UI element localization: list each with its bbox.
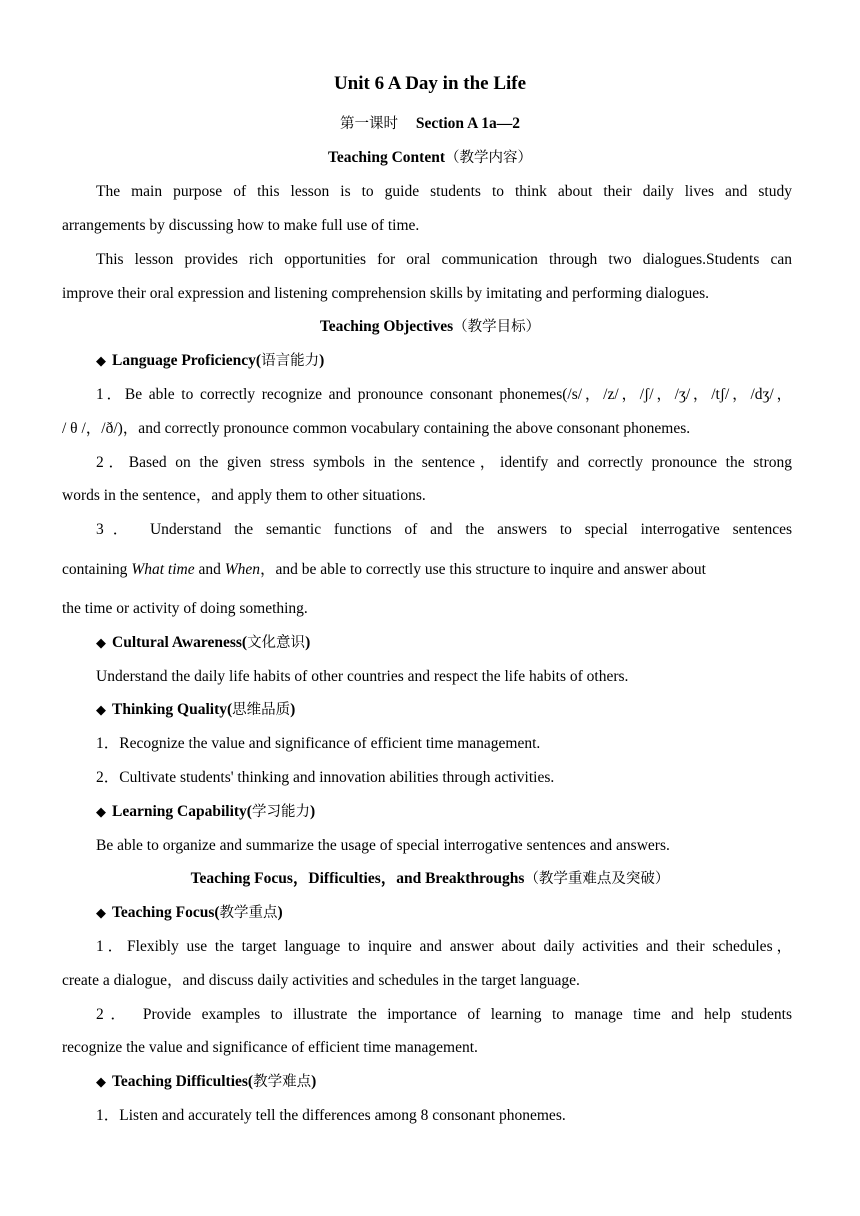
difficulties-item-1: 1．Listen and accurately tell the differences among 8 consonant phonemes. [96, 1107, 566, 1124]
heading-text-cn: （教学内容） [444, 150, 532, 166]
label-end: ) [309, 803, 316, 820]
language-item-2-line-2: words in the sentence，and apply them to other situations. [62, 487, 426, 504]
content-paragraph-1-line-2: arrangements by discussing how to make full use of time. [62, 217, 420, 234]
label-end: ) [277, 904, 283, 921]
label-end: ) [311, 1073, 317, 1090]
diamond-bullet-icon: ◆ [96, 636, 106, 651]
heading-text: Teaching Content [328, 149, 445, 166]
focus-item-2-line-2: recognize the value and significance of efficient time management. [62, 1039, 478, 1056]
document-title: Unit 6 A Day in the Life [333, 73, 527, 94]
language-item-3-line-1: 3． Understand the semantic functions of and the answers to special interrogative sentences [96, 521, 792, 538]
lesson-subtitle [0, 114, 860, 134]
focus-item-1-line-2: create a dialogue，and discuss daily activities and schedules in the target language. [62, 972, 580, 989]
label: Learning Capability( [112, 803, 252, 820]
label-end: ) [319, 352, 325, 369]
language-item-1-line-2: / θ /，/ð/)，and correctly pronounce common vocabulary containing the above consonant phonemes. [62, 420, 691, 437]
label-cn: 教学难点 [253, 1074, 312, 1090]
focus-item-2-line-1: 2． Provide examples to illustrate the importance of learning to manage time and help students [96, 1006, 792, 1023]
teaching-focus-heading [96, 903, 792, 924]
italic-when: When [224, 561, 261, 578]
lesson-number: 第一课时 [339, 116, 398, 132]
heading-text-cn: （教学重难点及突破） [524, 871, 670, 887]
diamond-bullet-icon: ◆ [96, 1075, 106, 1090]
teaching-content-heading [0, 148, 860, 168]
language-proficiency-heading [96, 351, 792, 372]
cultural-awareness-text: Understand the daily life habits of other countries and respect the life habits of others. [96, 668, 629, 685]
language-item-3-line-3: the time or activity of doing something. [62, 600, 308, 617]
heading-text-cn: （教学目标） [453, 319, 541, 335]
teaching-objectives-heading [0, 317, 860, 337]
label-end: ) [290, 701, 296, 718]
label: Teaching Difficulties( [112, 1073, 254, 1090]
teaching-difficulties-heading [96, 1072, 792, 1093]
label: Cultural Awareness( [112, 634, 248, 651]
thinking-quality-heading [96, 700, 792, 721]
thinking-item-2: 2．Cultivate students' thinking and innovation abilities through activities. [96, 769, 555, 786]
text: and [194, 561, 225, 578]
language-item-1-line-1: 1．Be able to correctly recognize and pronounce consonant phonemes(/s/，/z/，/ʃ/，/ʒ/，/tʃ/，/dʒ/， [96, 386, 792, 403]
diamond-bullet-icon: ◆ [96, 906, 106, 921]
label: Language Proficiency( [112, 352, 262, 369]
text: ，and be able to correctly use this structure to inquire and answer about [260, 561, 706, 578]
diamond-bullet-icon: ◆ [96, 354, 106, 369]
text: containing [62, 561, 132, 578]
heading-text: Teaching Focus，Difficulties，and Breakthroughs [190, 870, 525, 887]
label-cn: 学习能力 [251, 804, 310, 820]
content-paragraph-2-line-2: improve their oral expression and listening comprehension skills by imitating and performing dialogues. [62, 285, 709, 302]
focus-difficulties-heading [0, 869, 860, 889]
label-cn: 语言能力 [261, 353, 320, 369]
italic-what-time: What time [131, 561, 195, 578]
content-paragraph-1-line-1: The main purpose of this lesson is to guide students to think about their daily lives and study [96, 183, 792, 200]
learning-capability-heading [96, 802, 792, 823]
focus-item-1-line-1: 1．Flexibly use the target language to inquire and answer about daily activities and their schedules， [96, 938, 792, 955]
label-cn: 教学重点 [219, 905, 278, 921]
cultural-awareness-heading [96, 633, 792, 654]
label-cn: 思维品质 [232, 702, 291, 718]
label: Thinking Quality( [112, 701, 233, 718]
label-cn: 文化意识 [247, 635, 306, 651]
section-label: Section A 1a—2 [415, 115, 521, 132]
content-paragraph-2-line-1: This lesson provides rich opportunities for oral communication through two dialogues.Students can [96, 251, 792, 268]
learning-capability-text: Be able to organize and summarize the usage of special interrogative sentences and answers. [96, 837, 670, 854]
heading-text: Teaching Objectives [319, 318, 454, 335]
label-end: ) [305, 634, 311, 651]
diamond-bullet-icon: ◆ [96, 703, 106, 718]
thinking-item-1: 1．Recognize the value and significance of efficient time management. [96, 735, 541, 752]
diamond-bullet-icon: ◆ [96, 805, 106, 820]
label: Teaching Focus( [112, 904, 220, 921]
language-item-2-line-1: 2．Based on the given stress symbols in the sentence，identify and correctly pronounce the strong [96, 454, 792, 471]
language-item-3-line-2 [62, 560, 792, 580]
